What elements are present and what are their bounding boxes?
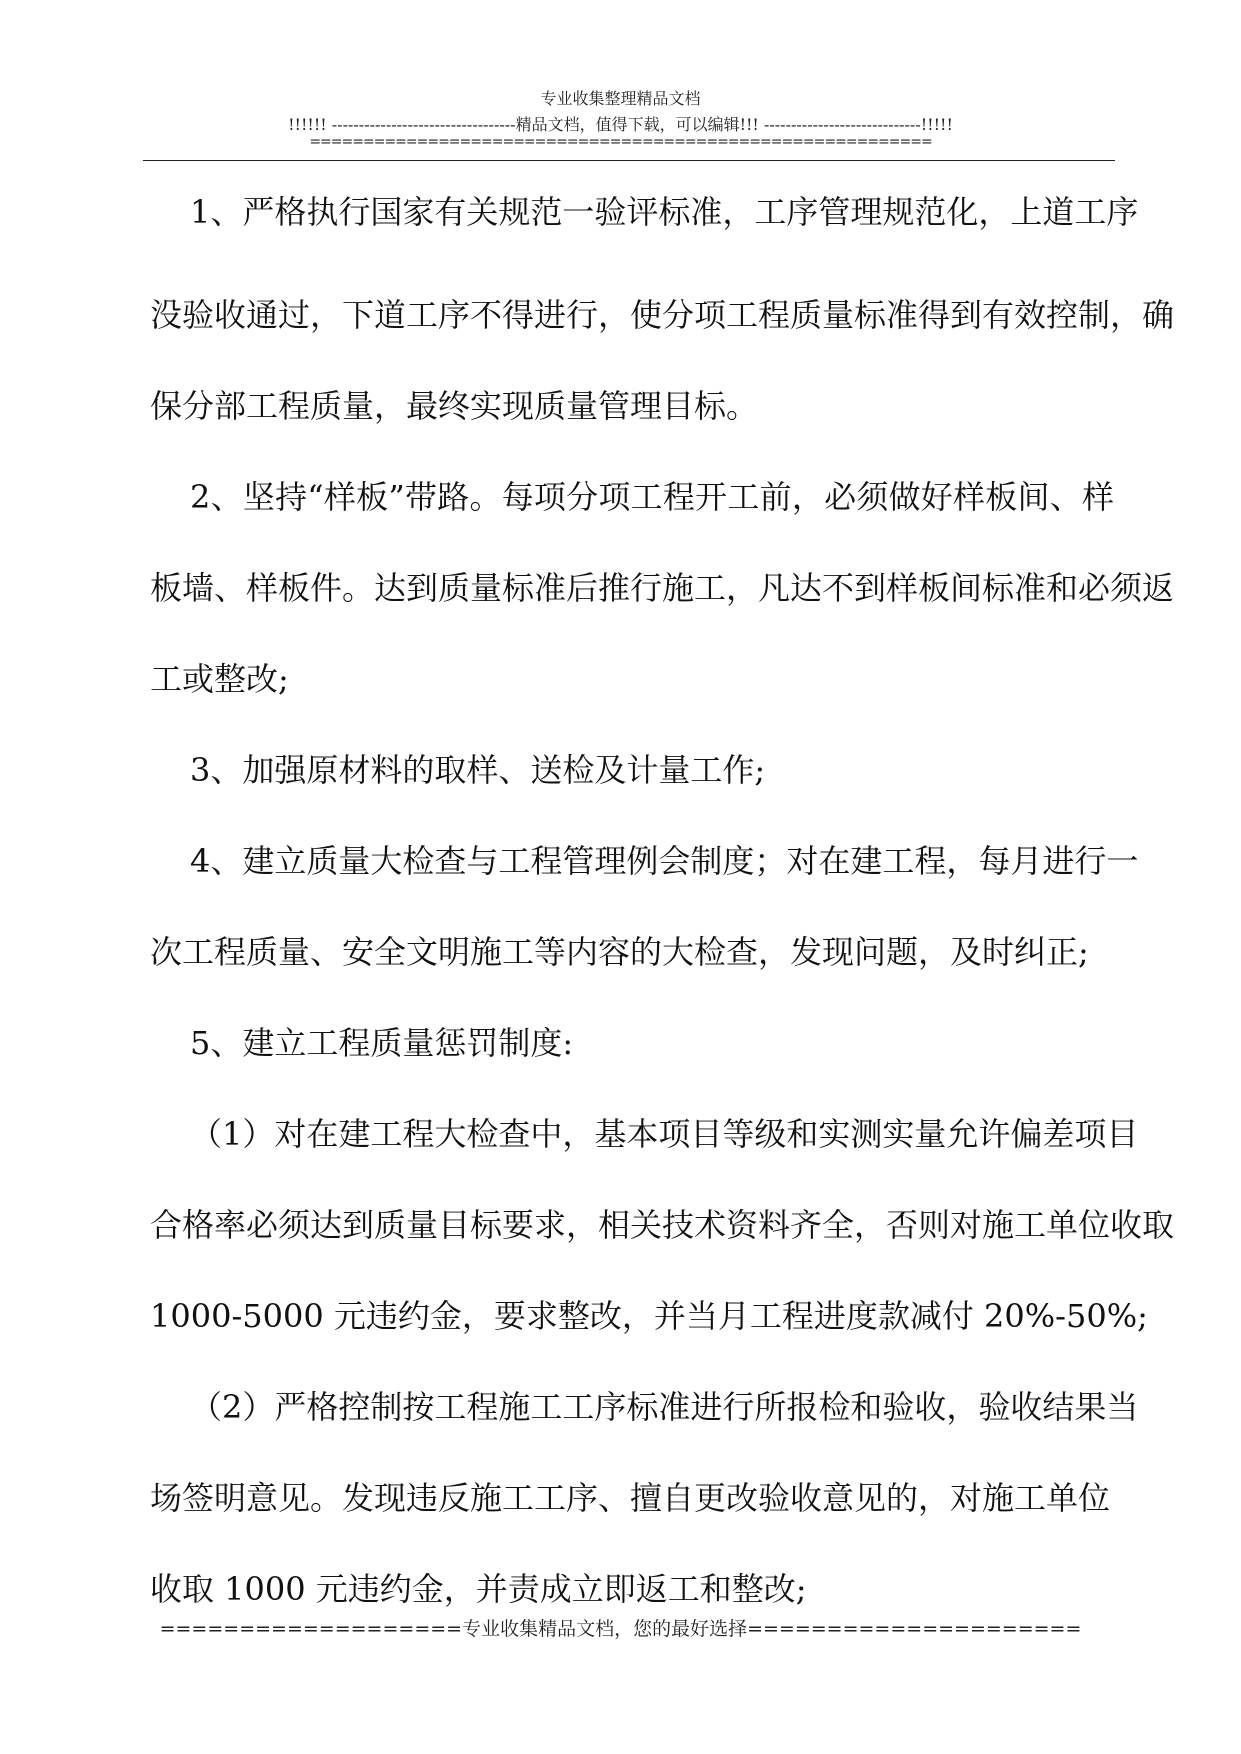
body-line: 收取 1000 元违约金，并责成立即返工和整改;: [150, 1570, 807, 1608]
body-line: 4、建立质量大检查与工程管理例会制度；对在建工程，每月进行一: [190, 842, 1139, 880]
body-line: 1、严格执行国家有关规范一验评标准，工序管理规范化，上道工序: [190, 193, 1139, 231]
footer-banner: ===================专业收集精品文档，您的最好选择=====================: [159, 1618, 1082, 1640]
body-line: 3、加强原材料的取样、送检及计量工作;: [190, 751, 766, 789]
body-line: 5、建立工程质量惩罚制度:: [190, 1024, 574, 1062]
body-line: （1）对在建工程大检查中，基本项目等级和实测实量允许偏差项目: [190, 1115, 1139, 1153]
body-line: （2）严格控制按工程施工工序标准进行所报检和验收，验收结果当: [190, 1388, 1139, 1426]
body-line: 次工程质量、安全文明施工等内容的大检查，发现问题，及时纠正;: [150, 933, 1089, 971]
body-line: 工或整改;: [150, 660, 289, 698]
header-notice: !!!!!! ----------------------------------精品文档，值得下载，可以编辑!!! -----------------------------!!!!!: [288, 115, 953, 134]
body-line: 保分部工程质量，最终实现质量管理目标。: [150, 387, 759, 425]
header-separator: ==========================================================: [309, 134, 932, 150]
body-line: 2、坚持“样板”带路。每项分项工程开工前，必须做好样板间、样: [190, 478, 1114, 516]
header-rule: [143, 160, 1115, 161]
body-line: 1000-5000 元违约金，要求整改，并当月工程进度款减付 20%-50%;: [150, 1297, 1148, 1335]
body-line: 合格率必须达到质量目标要求，相关技术资料齐全，否则对施工单位收取: [150, 1206, 1175, 1244]
body-line: 板墙、样板件。达到质量标准后推行施工，凡达不到样板间标准和必须返: [150, 569, 1175, 607]
body-line: 场签明意见。发现违反施工工序、擅自更改验收意见的，对施工单位: [150, 1479, 1111, 1517]
header-title: 专业收集整理精品文档: [540, 89, 701, 108]
body-line: 没验收通过，下道工序不得进行，使分项工程质量标准得到有效控制，确: [150, 296, 1175, 334]
